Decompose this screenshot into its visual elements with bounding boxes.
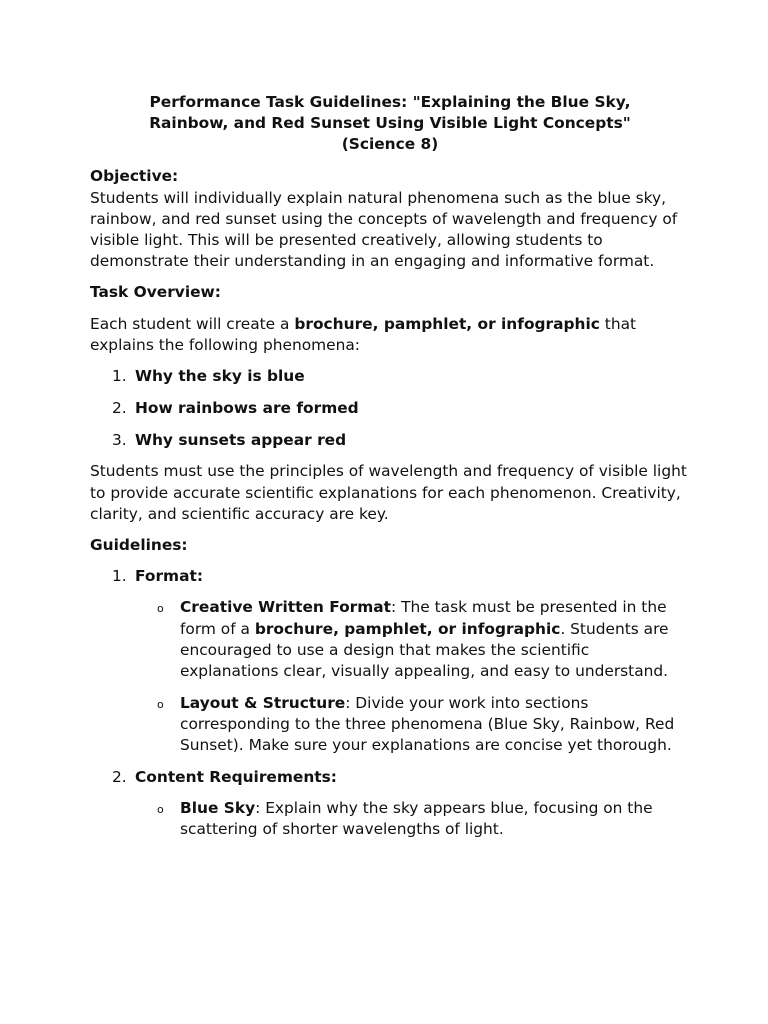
list-number: 2. <box>112 768 127 787</box>
bullet-text: : Explain why the sky appears blue, focusing on the scattering of shorter wavelengths of light. <box>180 799 653 839</box>
list-item-text: Why the sky is blue <box>135 367 305 386</box>
format-bullets <box>135 597 690 756</box>
guideline-title: Format: <box>135 567 203 586</box>
bullet-bold: Layout & Structure <box>180 693 346 712</box>
bullet-item <box>135 597 690 682</box>
bullet-icon: o <box>157 602 164 616</box>
intro-bold: brochure, pamphlet, or infographic <box>294 314 600 333</box>
guidelines-section <box>90 535 690 841</box>
guidelines-heading: Guidelines: <box>90 536 188 555</box>
title-line-1: Performance Task Guidelines: "Explaining the Blue Sky, <box>149 93 631 111</box>
title-line-2: Rainbow, and Red Sunset Using Visible Light Concepts" <box>149 113 631 132</box>
bullet-bold: Blue Sky <box>180 799 256 818</box>
objective-text: Students will individually explain natural phenomena such as the blue sky, rainbow, and red sunset using the concepts of wavelength and frequency of visible light. This will be presented creatively, allowing students to demonstrate their understanding in an engaging and informative format. <box>90 188 678 271</box>
list-item <box>90 366 690 387</box>
content-bullets <box>135 798 690 840</box>
list-number: 3. <box>112 430 127 449</box>
bullet-item <box>135 693 690 757</box>
list-item <box>90 430 690 451</box>
document-page <box>90 92 690 851</box>
task-overview-intro <box>90 314 690 356</box>
bullet-icon: o <box>157 697 164 711</box>
list-number: 1. <box>112 567 127 586</box>
title-line-3: (Science 8) <box>341 134 439 153</box>
objective-section <box>90 166 690 272</box>
task-overview-section <box>90 282 690 525</box>
list-number: 1. <box>112 367 127 386</box>
document-title <box>90 92 690 154</box>
guideline-item-content <box>90 767 690 841</box>
list-item-text: Why sunsets appear red <box>135 430 347 449</box>
objective-heading: Objective: <box>90 167 179 186</box>
bullet-bold: Creative Written Format <box>180 598 392 617</box>
task-overview-heading: Task Overview: <box>90 283 221 302</box>
task-overview-closing: Students must use the principles of wavelength and frequency of visible light to provide accurate scientific explanations for each phenomenon. Creativity, clarity, and scientific accuracy are key. <box>90 462 687 523</box>
guidelines-list <box>90 566 690 840</box>
bullet-icon: o <box>157 803 164 817</box>
intro-text-before: Each student will create a <box>90 314 295 333</box>
bullet-text-before: : The task must be presented in the form of a <box>180 598 667 638</box>
list-item-text: How rainbows are formed <box>135 398 359 417</box>
bullet-text: : Divide your work into sections corresponding to the three phenomena (Blue Sky, Rainbow, Red Sunset). Make sure your explanations are concise yet thorough. <box>180 693 675 755</box>
bullet-text-after: . Students are encouraged to use a design that makes the scientific explanations clear, visually appealing, and easy to understand. <box>180 619 669 681</box>
list-item <box>90 398 690 419</box>
guideline-item-format <box>90 566 690 756</box>
bullet-inner-bold: brochure, pamphlet, or infographic <box>254 619 561 638</box>
phenomena-list <box>90 366 690 451</box>
bullet-item <box>135 798 690 840</box>
list-number: 2. <box>112 398 127 417</box>
guideline-title: Content Requirements: <box>135 768 337 787</box>
intro-text-after: that explains the following phenomena: <box>90 314 637 354</box>
